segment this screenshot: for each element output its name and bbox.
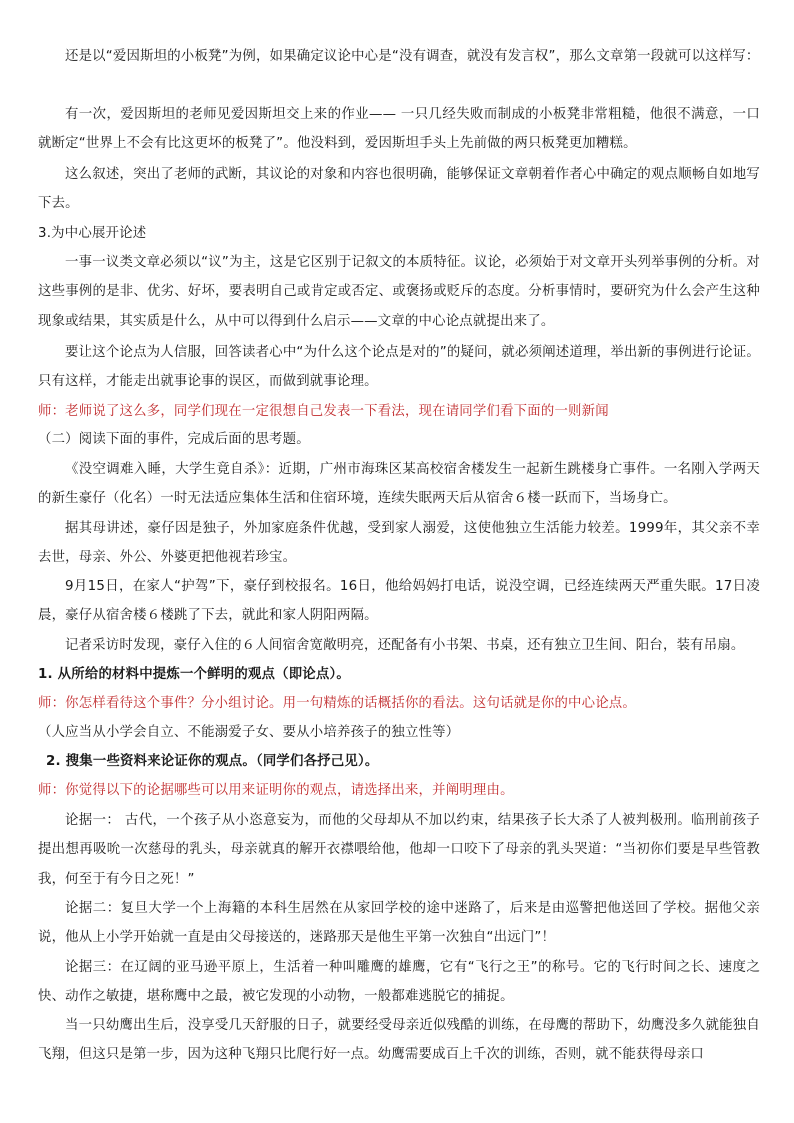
teacher-line-2: 师：你怎样看待这个事件？分小组讨论。用一句精炼的话概括你的看法。这句话就是你的中心论点。	[38, 696, 636, 711]
question-2: 2. 搜集一些资料来论证你的观点。（同学们各抒己见）。	[46, 754, 379, 769]
paragraph-einstein-story: 有一次，爱因斯坦的老师见爱因斯坦交上来的作业—— 一只几经失败而制成的小板凳非常粗糙，他很不满意，一口就断定“世界上不会有比这更坏的板凳了”。他没料到，爱因斯坦手头上先前做的两只板凳更加糟糕。	[38, 107, 760, 152]
paragraph-intro-example: 还是以“爱因斯坦的小板凳”为例，如果确定议论中心是“没有调查，就没有发言权”，那么文章第一段就可以这样写：	[65, 49, 760, 64]
section-heading-center: 3.为中心展开论述	[38, 226, 147, 241]
paragraph-mother-account: 据其母讲述，豪仔因是独子，外加家庭条件优越，受到家人溺爱，这使他独立生活能力较差。1999年，其父亲不幸去世，母亲、外公、外婆更把他视若珍宝。	[38, 521, 760, 566]
paragraph-reporter: 记者采访时发现，豪仔入住的６人间宿舍宽敞明亮，还配备有小书架、书桌，还有独立卫生间、阳台，装有吊扇。	[65, 638, 745, 653]
paragraph-sept-15: 9月15日，在家人“护驾”下，豪仔到校报名。16日，他给妈妈打电话，说没空调，已经连续两天严重失眠。17日凌晨，豪仔从宿舍楼６楼跳了下去，就此和家人阴阳两隔。	[38, 579, 760, 624]
paragraph-one-topic: 一事一议类文章必须以“议”为主，这是它区别于记叙文的本质特征。议论，必须始于对文章开头列举事例的分析。对这些事例的是非、优劣、好坏，要表明自己或肯定或否定、或褒扬或贬斥的态度。分析事情时，要研究为什么会产生这种现象或结果，其实质是什么，从中可以得到什么启示——文章的中心论点就提出来了。	[38, 255, 760, 329]
teacher-line-3: 师：你觉得以下的论据哪些可以用来证明你的观点，请选择出来，并阐明理由。	[38, 783, 514, 798]
question-1: 1. 从所给的材料中提炼一个鲜明的观点（即论点）。	[38, 667, 350, 682]
paragraph-eagle-training: 当一只幼鹰出生后，没享受几天舒服的日子，就要经受母亲近似残酷的训练，在母鹰的帮助下，幼鹰没多久就能独自飞翔，但这只是第一步，因为这种飞翔只比爬行好一点。幼鹰需要成百上千次的训练，否则，就不能获得母亲口	[38, 1018, 760, 1063]
teacher-line-1: 师：老师说了这么多，同学们现在一定很想自己发表一下看法，现在请同学们看下面的一则新闻	[38, 404, 609, 419]
paragraph-evidence-1: 论据一： 古代，一个孩子从小恣意妄为，而他的父母却从不加以约束，结果孩子长大杀了人被判极刑。临刑前孩子提出想再吸吮一次慈母的乳头，母亲就真的解开衣襟喂给他，他却一口咬下了母亲的乳头哭道：“当初你们要是早些管教我，何至于有今日之死！”	[38, 813, 760, 887]
paragraph-evidence-3: 论据三：在辽阔的亚马逊平原上，生活着一种叫雕鹰的雄鹰，它有“飞行之王”的称号。它的飞行时间之长、速度之快、动作之敏捷，堪称鹰中之最，被它发现的小动物，一般都难逃脱它的捕捉。	[38, 960, 760, 1005]
answer-hint: （人应当从小学会自立、不能溺爱子女、要从小培养孩子的独立性等）	[38, 725, 460, 740]
paragraph-narration-effect: 这么叙述，突出了老师的武断，其议论的对象和内容也很明确，能够保证文章朝着作者心中确定的观点顺畅自如地写下去。	[38, 167, 760, 212]
paragraph-convince: 要让这个论点为人信服，回答读者心中“为什么这个论点是对的”的疑问，就必须阐述道理，举出新的事例进行论证。只有这样，才能走出就事论事的误区，而做到就事论理。	[38, 345, 760, 390]
paragraph-news: 《没空调难入睡，大学生竟自杀》：近期，广州市海珠区某高校宿舍楼发生一起新生跳楼身亡事件。一名刚入学两天的新生豪仔（化名）一时无法适应集体生活和住宿环境，连续失眠两天后从宿舍６楼一跃而下，当场身亡。	[38, 462, 760, 507]
section-heading-read: （二）阅读下面的事件，完成后面的思考题。	[38, 432, 310, 447]
paragraph-evidence-2: 论据二：复旦大学一个上海籍的本科生居然在从家回学校的途中迷路了，后来是由巡警把他送回了学校。据他父亲说，他从上小学开始就一直是由父母接送的，迷路那天是他生平第一次独自“出远门”！	[38, 901, 760, 946]
